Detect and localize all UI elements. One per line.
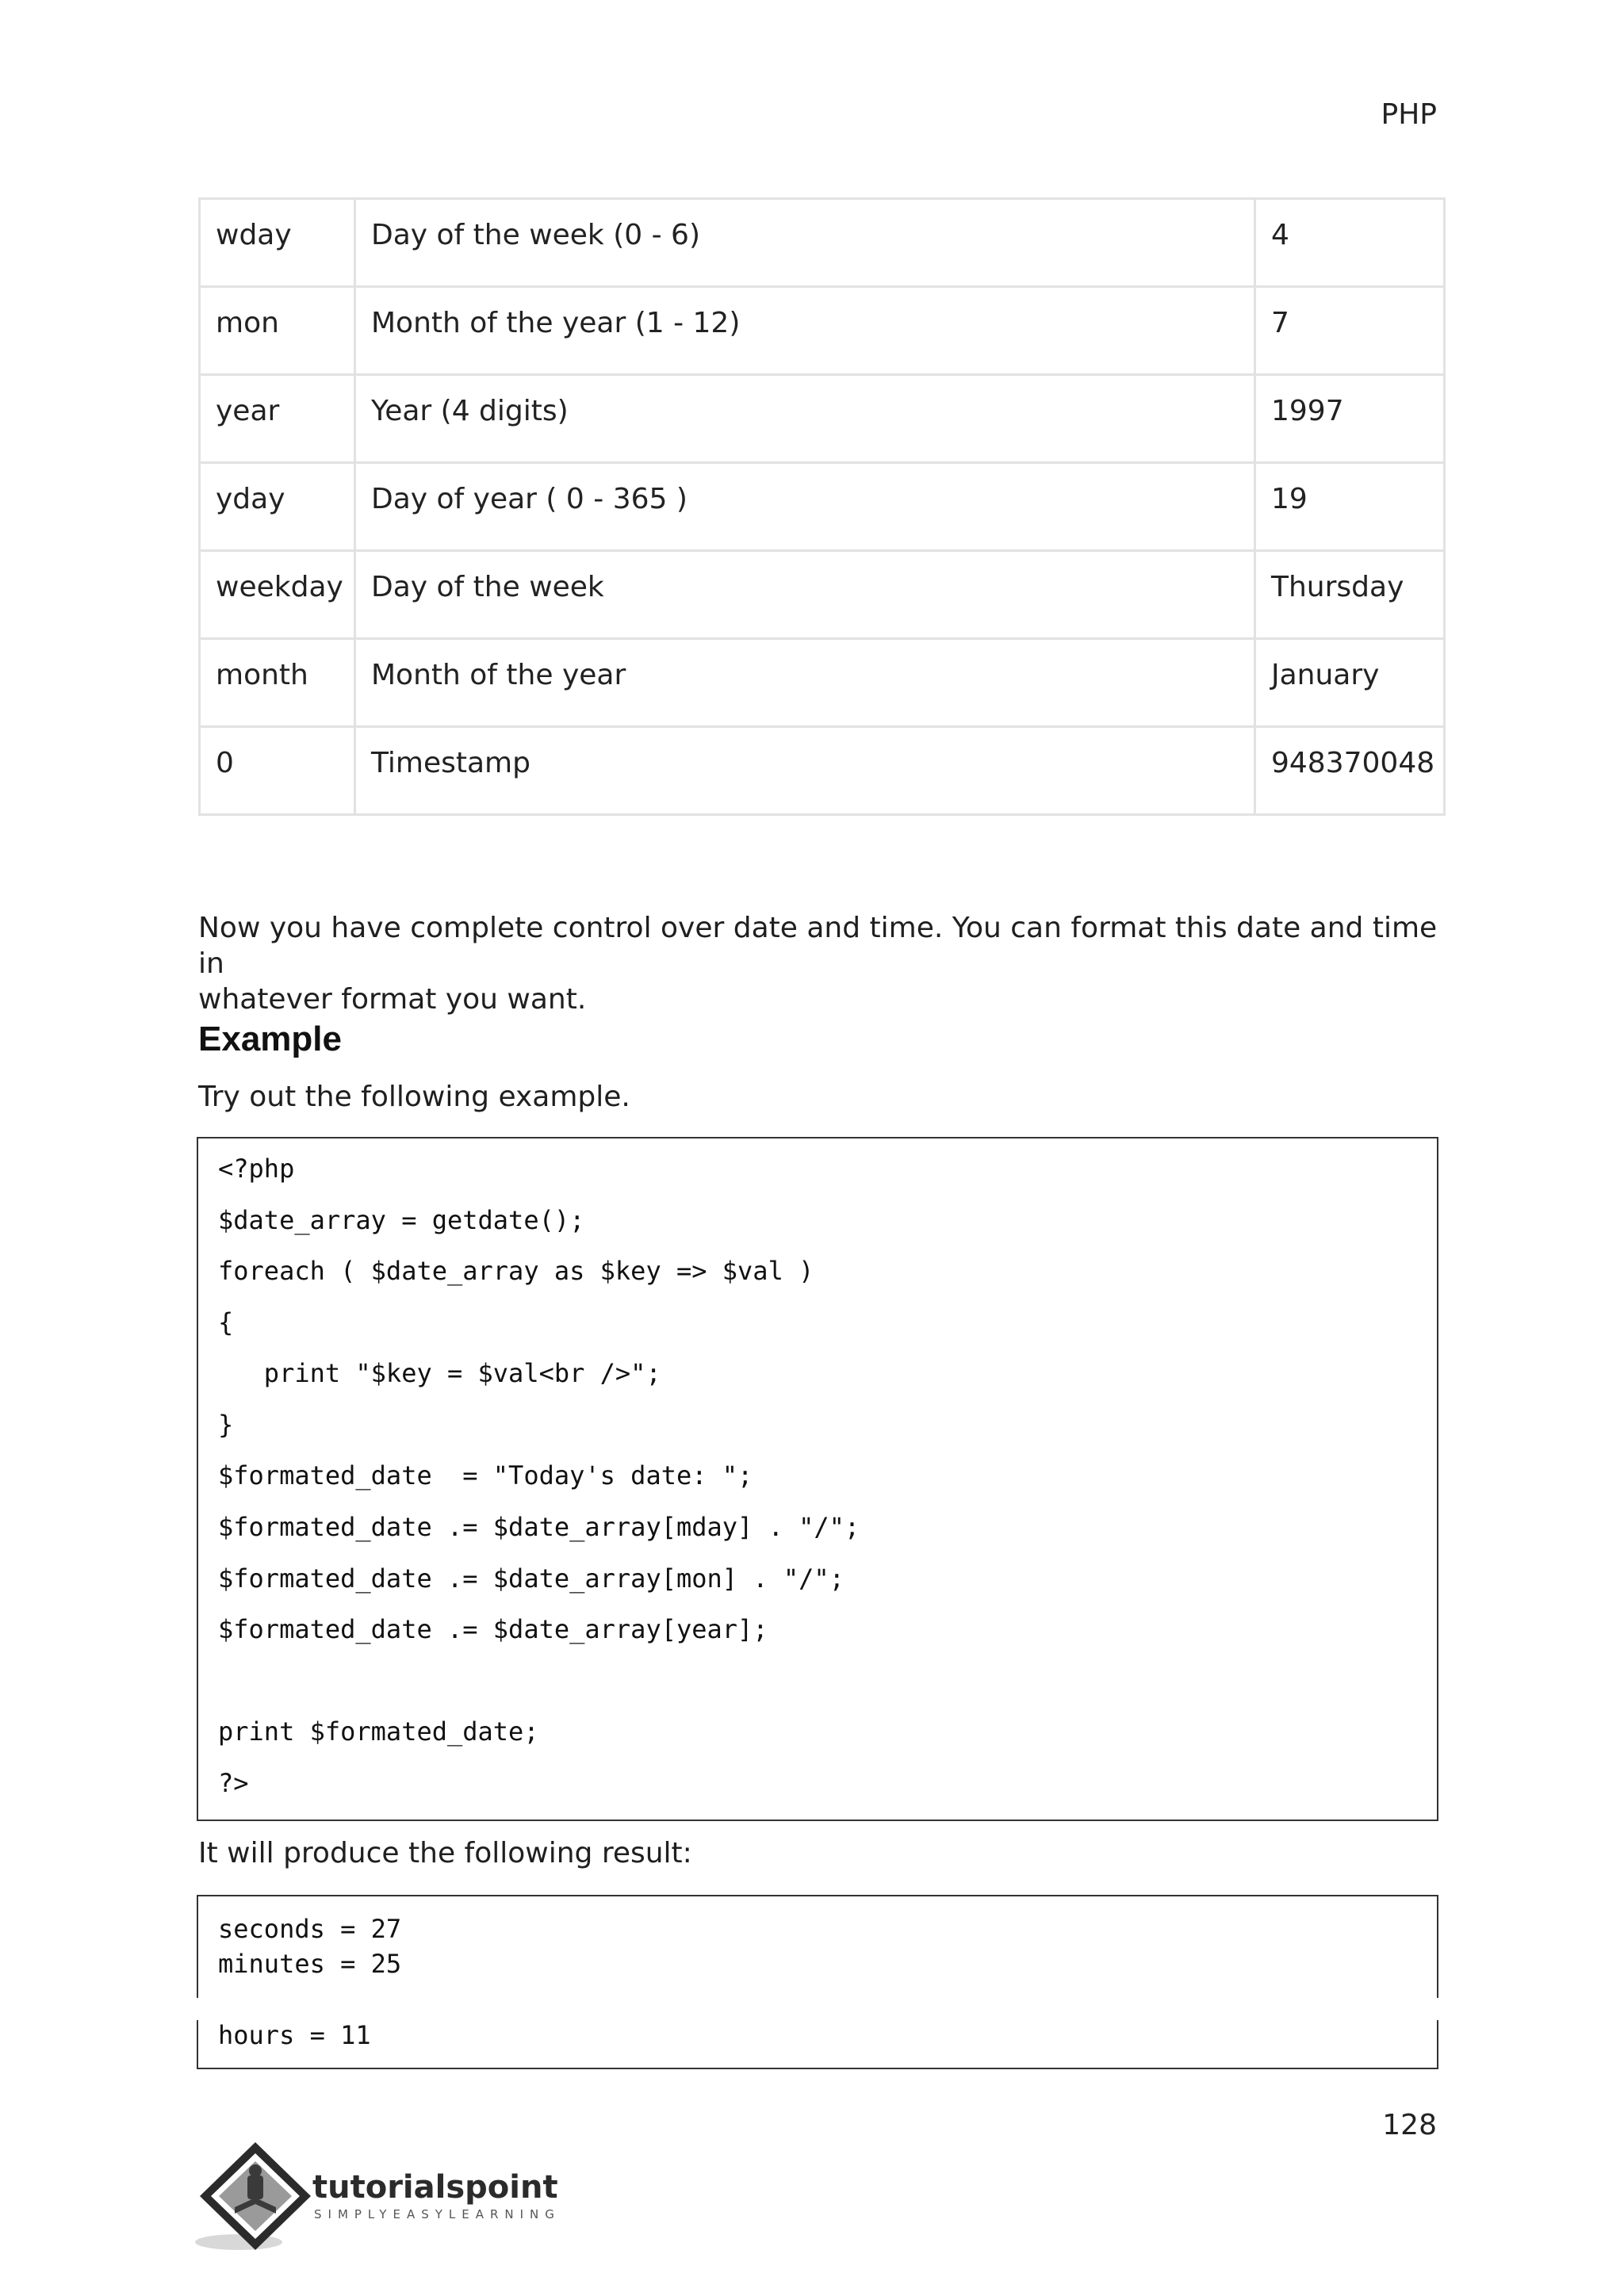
table-row (200, 463, 1445, 551)
table-row (200, 199, 1445, 287)
section-heading: Example (198, 1020, 342, 1058)
tutorialspoint-logo (195, 2134, 607, 2261)
table-cell-example: 7 (1255, 287, 1445, 375)
output-line: minutes = 25 (218, 1949, 402, 1979)
table-row (200, 727, 1445, 815)
code-line: $date_array = getdate(); (218, 1205, 585, 1235)
table-row (200, 551, 1445, 639)
output-block-part1 (197, 1895, 1438, 1998)
table-cell-example: January (1255, 639, 1445, 727)
logo-emblem-icon (195, 2134, 607, 2261)
table-cell-key: mon (200, 287, 355, 375)
code-line: <?php (218, 1154, 295, 1184)
try-text: Try out the following example. (198, 1081, 630, 1113)
table-cell-description: Timestamp (355, 727, 1255, 815)
intro-line: whatever format you want. (198, 983, 587, 1016)
table-cell-description: Day of year ( 0 - 365 ) (355, 463, 1255, 551)
code-line: print "$key = $val<br />"; (218, 1358, 661, 1388)
output-block-part2 (197, 2020, 1438, 2069)
code-block (197, 1137, 1438, 1821)
table-cell-key: weekday (200, 551, 355, 639)
table-cell-example: 19 (1255, 463, 1445, 551)
table-cell-description: Month of the year (1 - 12) (355, 287, 1255, 375)
code-line: print $formated_date; (218, 1716, 539, 1747)
code-line: foreach ( $date_array as $key => $val ) (218, 1256, 814, 1286)
table-row (200, 375, 1445, 463)
table-cell-key: 0 (200, 727, 355, 815)
table-cell-description: Day of the week (0 - 6) (355, 199, 1255, 287)
code-line: $formated_date = "Today's date: "; (218, 1460, 753, 1490)
code-line: $formated_date .= $date_array[mday] . "/"; (218, 1512, 860, 1542)
output-line: hours = 11 (218, 2020, 371, 2050)
table-cell-key: year (200, 375, 355, 463)
table-cell-key: wday (200, 199, 355, 287)
code-line: $formated_date .= $date_array[year]; (218, 1614, 768, 1644)
table-cell-description: Day of the week (355, 551, 1255, 639)
table-cell-description: Year (4 digits) (355, 375, 1255, 463)
table-cell-description: Month of the year (355, 639, 1255, 727)
code-line: } (218, 1410, 234, 1440)
table-cell-key: month (200, 639, 355, 727)
intro-paragraph (198, 910, 1445, 1017)
code-line: ?> (218, 1768, 249, 1798)
intro-line: Now you have complete control over date and time. You can format this date and time in (198, 912, 1438, 980)
output-line: seconds = 27 (218, 1914, 402, 1944)
table-cell-example: Thursday (1255, 551, 1445, 639)
table-row (200, 639, 1445, 727)
page-number: 128 (1382, 2109, 1437, 2141)
table-cell-example: 948370048 (1255, 727, 1445, 815)
table-cell-example: 4 (1255, 199, 1445, 287)
logo-tagline: SIMPLYEASYLEARNING (314, 2207, 561, 2221)
logo-wordmark: tutorialspoint (312, 2169, 558, 2206)
running-title: PHP (1381, 98, 1437, 131)
table-cell-example: 1997 (1255, 375, 1445, 463)
code-line: { (218, 1307, 234, 1337)
table-cell-key: yday (200, 463, 355, 551)
table-row (200, 287, 1445, 375)
getdate-table (198, 197, 1446, 816)
result-text: It will produce the following result: (198, 1837, 692, 1869)
code-line: $formated_date .= $date_array[mon] . "/"; (218, 1563, 845, 1594)
